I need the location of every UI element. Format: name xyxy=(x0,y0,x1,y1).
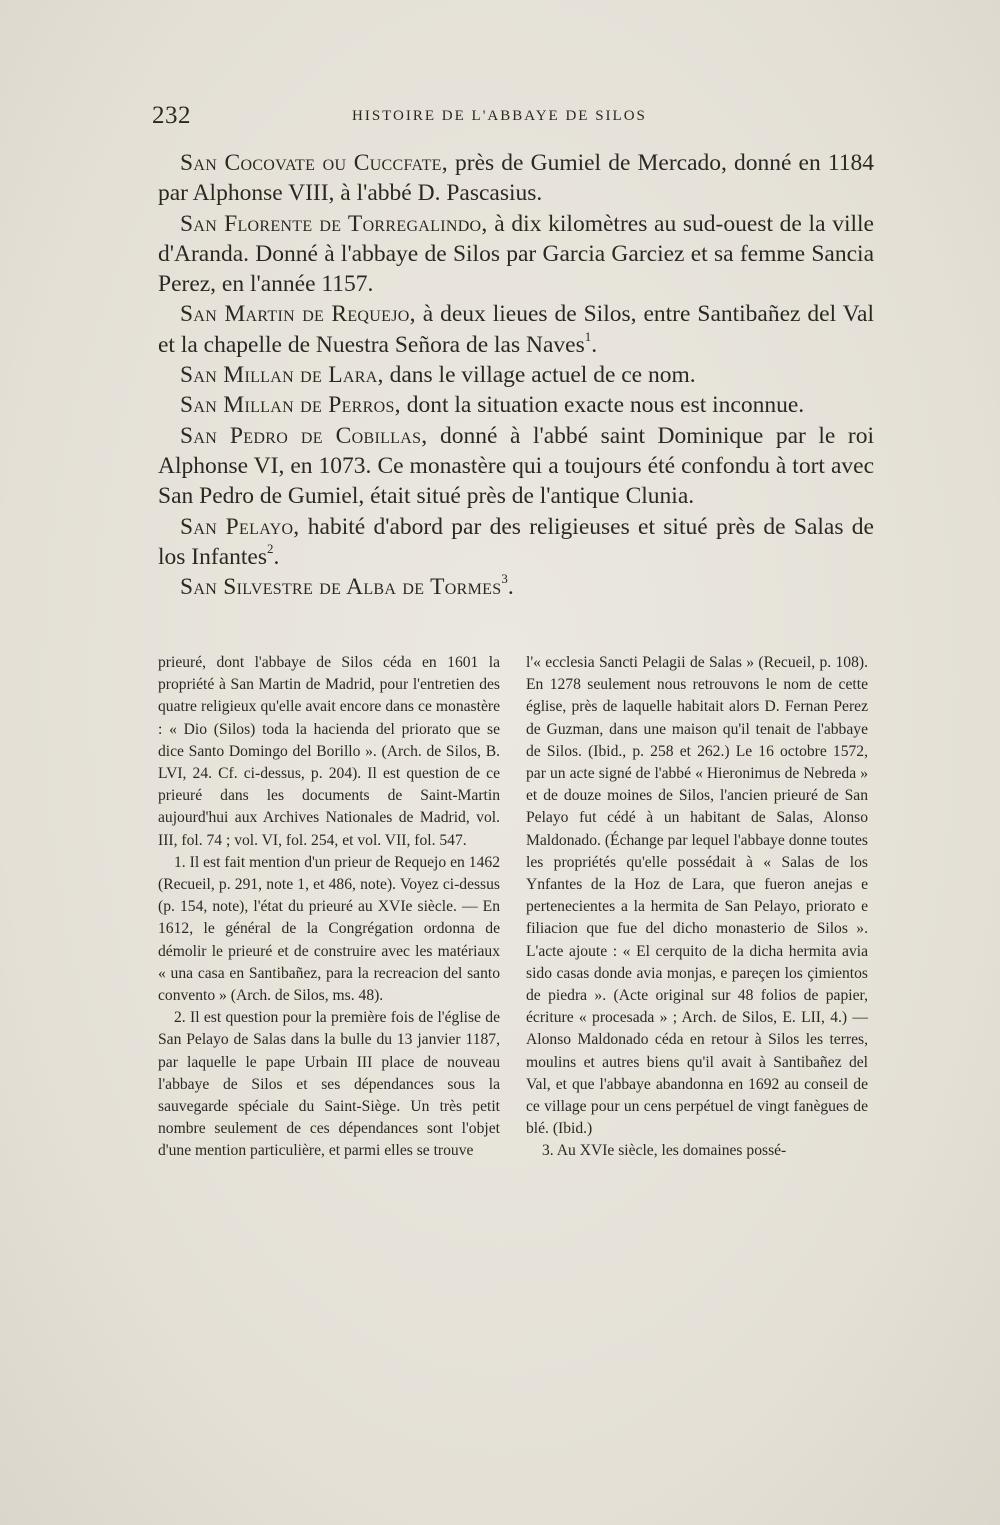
entry-san-martin xyxy=(158,299,874,360)
footnote-column-right xyxy=(526,652,868,1163)
footnote-column-left xyxy=(158,652,500,1163)
footnote-1: 1. Il est fait mention d'un prieur de Requejo en 1462 (Recueil, p. 291, note 1, et 486, note). Voyez ci-dessus (p. 154, note), l'état du prieuré au XVIe siècle. — En 1612, le général de la Congrégation ordonna de démolir le prieuré et de construire avec les matériaux « una casa en Santibañez, para la recreacion del santo convento » (Arch. de Silos, ms. 48). xyxy=(158,853,500,1005)
entry-name: San Pelayo, xyxy=(180,513,300,540)
entry-text: habité d'abord par des religieuses et situé près de Salas de los Infantes xyxy=(158,513,874,570)
footnote-3: 3. Au XVIe siècle, les domaines possé- xyxy=(542,1142,787,1160)
entry-name: San Millan de Perros, xyxy=(180,392,401,419)
entry-text: à deux lieues de Silos, entre Santibañez del Val et la chapelle de Nuestra Señora de las Naves xyxy=(158,301,874,358)
footnote-2-continuation: l'« ecclesia Sancti Pelagii de Salas » (Recueil, p. 108). En 1278 seulement nous retrouvons le nom de cette église, près de laquelle habitait alors D. Fernan Perez de Guzman, dans une maison qu'il tenait de l'abbaye de Silos. (Ibid., p. 258 et 262.) Le 16 octobre 1572, par un acte signé de l'abbé « Hieronimus de Nebreda » et de douze moines de Silos, l'ancien prieuré de San Pelayo fut cédé à un habitant de Salas, Alonso Maldonado. (Échange par lequel l'abbaye donne toutes les propriétés qu'elle possédait à « Salas de los Ynfantes de la Hoz de Lara, que fueron anejas e pertenecientes a la hermita de San Pelayo, priorato e filiacion que fue del dicho monasterio de Silos ». L'acte ajoute : « El cerquito de la dicha hermita avia sido casas donde avia monjas, e pareçen los çimientos de piedra ». (Acte original sur 48 folios de papier, écriture « procesada » ; Arch. de Silos, E. LII, 4.) — Alonso Maldonado céda en retour à Silos les terres, moulins et autres biens qu'il avait à Santibañez del Val, et que l'abbaye abandonna en 1692 au conseil de ce village pour un cens perpétuel de vingt fanègues de blé. (Ibid.) xyxy=(526,654,868,1138)
running-title: HISTOIRE DE L'ABBAYE DE SILOS xyxy=(352,108,647,124)
entry-tail: . xyxy=(591,331,598,358)
entry-san-millan-perros xyxy=(158,390,874,420)
entry-text: dont la situation exacte nous est inconnue. xyxy=(400,392,805,419)
entry-name: San Millan de Lara, xyxy=(180,362,384,389)
entry-name: San Pedro de Cobillas, xyxy=(180,422,428,449)
entry-text: donné à l'abbé saint Dominique par le roi Alphonse VI, en 1073. Ce monastère qui a toujours été confondu à tort avec San Pedro de Gumiel, était situé près de l'antique Clunia. xyxy=(158,422,874,510)
entry-text: près de Gumiel de Mercado, donné en 1184 par Alphonse VIII, à l'abbé D. Pascasius. xyxy=(158,150,874,207)
entry-san-pedro xyxy=(158,421,874,512)
footnote-ref: 2 xyxy=(267,540,274,556)
footnote-ref: 3 xyxy=(501,571,508,587)
entry-san-cocovate xyxy=(158,148,874,209)
page-number: 232 xyxy=(152,102,191,129)
entry-name: San Cocovate ou Cuccfate, xyxy=(180,150,448,176)
entry-tail: . xyxy=(273,543,280,570)
entry-text: dans le village actuel de ce nom. xyxy=(383,362,696,389)
footnote-continuation: prieuré, dont l'abbaye de Silos céda en 1601 la propriété à San Martin de Madrid, pour l'entretien des quatre religieux qu'elle avait encore dans ce monastère : « Dio (Silos) toda la hacienda del priorato que se dice Santo Domingo del Borillo ». (Arch. de Silos, B. LVI, 24. Cf. ci-dessus, p. 204). Il est question de ce prieuré dans les documents de Saint-Martin aujourd'hui aux Archives Nationales de Madrid, vol. III, fol. 74 ; vol. VI, fol. 254, et vol. VII, fol. 547. xyxy=(158,654,500,849)
entry-text: à dix kilomètres au sud-ouest de la ville d'Aranda. Donné à l'abbaye de Silos par Garcia Garciez et sa femme Sancia Perez, en l'année 1157. xyxy=(158,210,874,298)
entry-san-florente xyxy=(158,209,874,300)
footnote-2: 2. Il est question pour la première fois de l'église de San Pelayo de Salas dans la bulle du 13 janvier 1187, par laquelle le pape Urbain III place de nouveau l'abbaye de Silos et ses dépendances sous la sauvegarde spéciale du Saint-Siège. Un très petit nombre seulement de ces dépendances sont l'objet d'une mention particulière, et parmi elles se trouve xyxy=(158,1009,500,1160)
entry-san-millan-lara xyxy=(158,360,874,390)
page-header xyxy=(152,102,872,134)
entry-san-pelayo xyxy=(158,512,874,573)
entry-san-silvestre xyxy=(158,572,874,602)
footnotes xyxy=(158,652,882,1312)
entry-name: San Martin de Requejo, xyxy=(180,301,416,328)
main-text xyxy=(158,148,874,602)
entry-name: San Silvestre de Alba de Tormes xyxy=(180,574,502,601)
footnote-ref: 1 xyxy=(584,328,592,344)
entry-name: San Florente de Torregalindo, xyxy=(180,210,488,237)
entry-tail: . xyxy=(507,574,514,601)
